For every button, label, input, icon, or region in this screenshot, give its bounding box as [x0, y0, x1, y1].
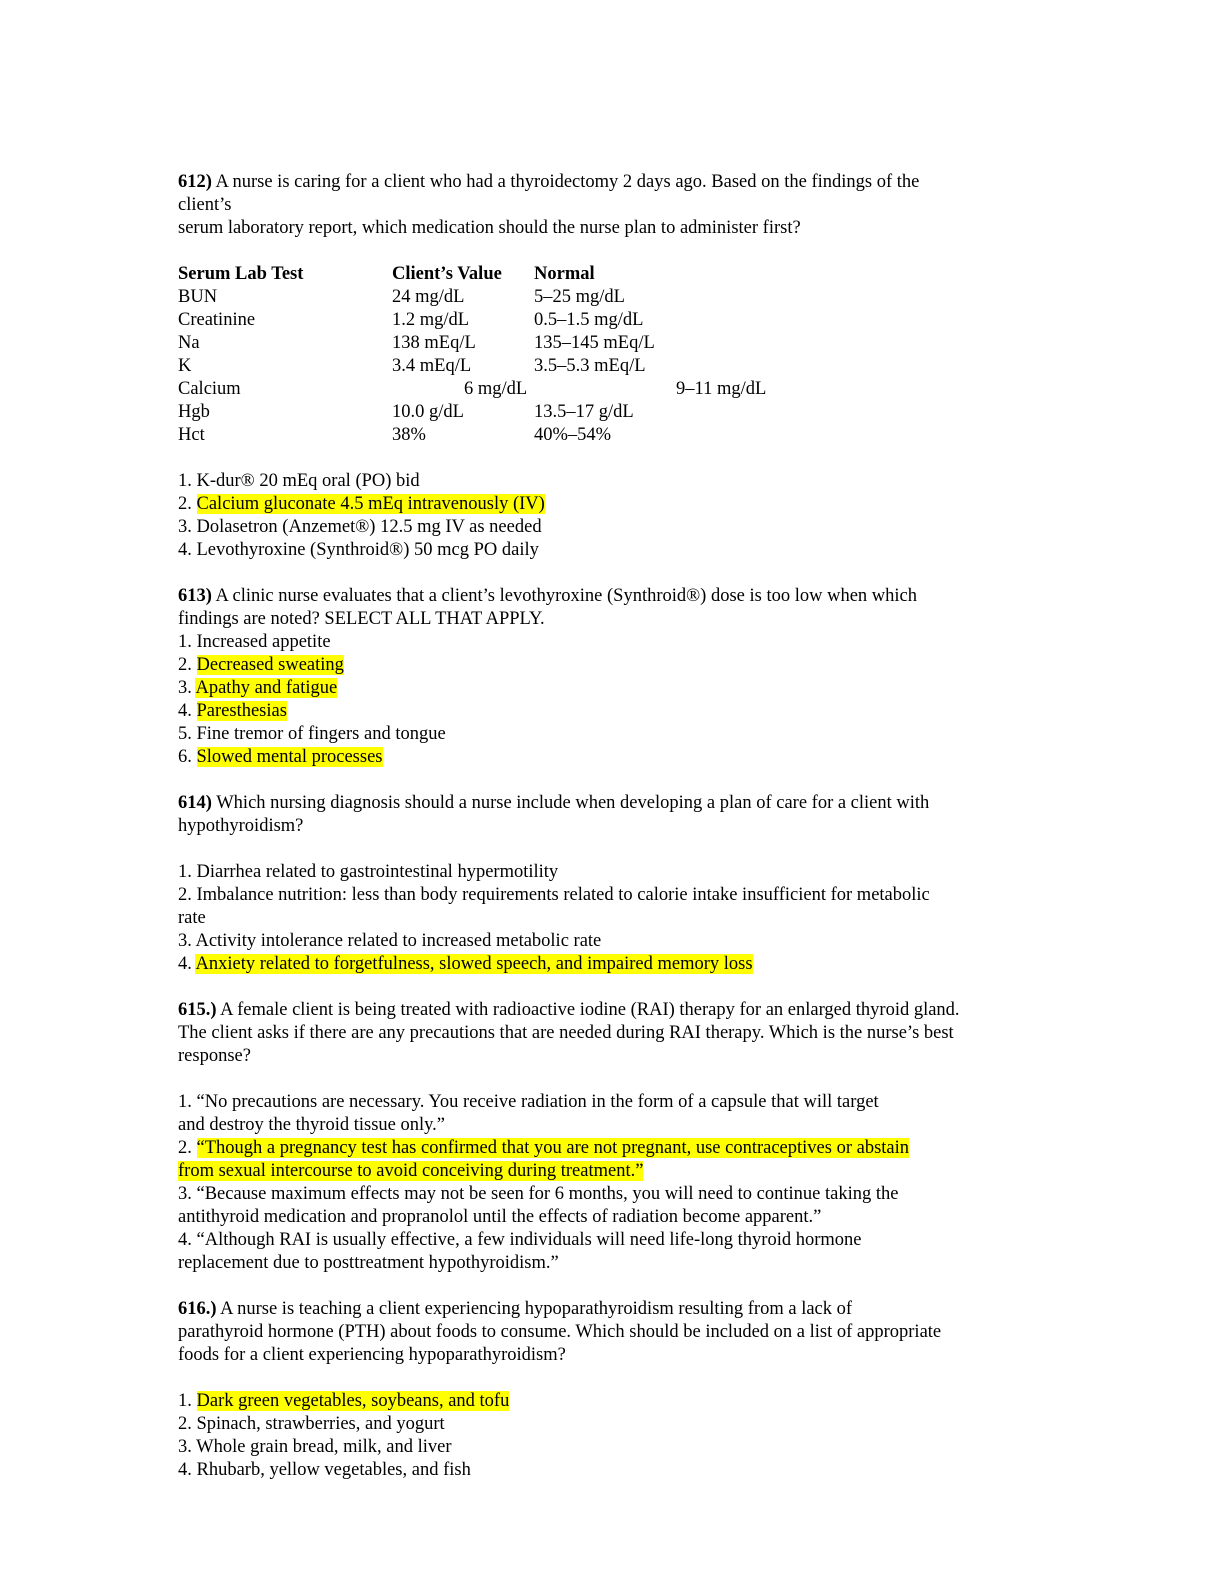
normal-range-cell: 0.5–1.5 mg/dL: [534, 310, 644, 330]
answer-option-highlighted: 4. Paresthesias: [178, 701, 287, 721]
answer-highlight: Decreased sweating: [196, 655, 344, 675]
answer-highlight: Apathy and fatigue: [195, 678, 338, 698]
answer-option-highlighted: 4. Anxiety related to forgetfulness, slowed speech, and impaired memory loss: [178, 954, 753, 974]
answer-option: 3. Dolasetron (Anzemet®) 12.5 mg IV as needed: [178, 517, 542, 537]
answer-highlight: from sexual intercourse to avoid conceiving during treatment.”: [178, 1161, 644, 1181]
question-number: 613): [178, 586, 212, 606]
question-stem: 613) A clinic nurse evaluates that a client’s levothyroxine (Synthroid®) dose is too low when which: [178, 586, 918, 606]
question-stem: response?: [178, 1046, 251, 1066]
answer-option: 1. Diarrhea related to gastrointestinal hypermotility: [178, 862, 559, 882]
table-header-row: [178, 263, 766, 286]
question-number: 614): [178, 793, 212, 813]
question-stem: 612) A nurse is caring for a client who had a thyroidectomy 2 days ago. Based on the findings of the: [178, 172, 920, 192]
question-stem: client’s: [178, 195, 232, 215]
question-stem: 614) Which nursing diagnosis should a nurse include when developing a plan of care for a client with: [178, 793, 930, 813]
answer-option: 2. Spinach, strawberries, and yogurt: [178, 1414, 445, 1434]
lab-test-cell: Na: [178, 333, 200, 353]
answer-option: 4. “Although RAI is usually effective, a few individuals will need life-long thyroid hormone: [178, 1230, 862, 1250]
question-616: [178, 1298, 1038, 1482]
answer-option-highlighted: 3. Apathy and fatigue: [178, 678, 338, 698]
question-stem: findings are noted? SELECT ALL THAT APPLY.: [178, 609, 545, 629]
client-value-cell: 38%: [392, 425, 426, 445]
lab-test-cell: K: [178, 356, 192, 376]
answer-highlight: Dark green vegetables, soybeans, and tofu: [196, 1391, 510, 1411]
normal-range-cell: 3.5–5.3 mEq/L: [534, 356, 646, 376]
answer-option: 1. K-dur® 20 mEq oral (PO) bid: [178, 471, 420, 491]
question-613: [178, 585, 1038, 792]
question-number: 615.): [178, 1000, 217, 1020]
table-row: [178, 355, 766, 378]
answer-option: replacement due to posttreatment hypothyroidism.”: [178, 1253, 559, 1273]
client-value-cell: 1.2 mg/dL: [392, 310, 470, 330]
question-number: 612): [178, 172, 212, 192]
client-value-cell: 24 mg/dL: [392, 287, 465, 307]
answer-option: 3. Whole grain bread, milk, and liver: [178, 1437, 452, 1457]
normal-range-cell: 40%–54%: [534, 425, 612, 445]
table-row: [178, 309, 766, 332]
client-value-cell: 3.4 mEq/L: [392, 356, 472, 376]
client-value-cell: 138 mEq/L: [392, 333, 476, 353]
document-page: [178, 171, 1038, 1482]
answer-option: 4. Rhubarb, yellow vegetables, and fish: [178, 1460, 471, 1480]
answer-option-highlighted: [178, 1160, 1038, 1183]
answer-option: antithyroid medication and propranolol until the effects of radiation become apparent.”: [178, 1207, 822, 1227]
question-stem: 616.) A nurse is teaching a client experiencing hypoparathyroidism resulting from a lack of: [178, 1299, 853, 1319]
answer-option: and destroy the thyroid tissue only.”: [178, 1115, 446, 1135]
answer-option: 1. Increased appetite: [178, 632, 331, 652]
answer-highlight: Calcium gluconate 4.5 mEq intravenously (IV): [196, 494, 545, 514]
lab-test-cell: BUN: [178, 287, 218, 307]
answer-option: 3. Activity intolerance related to increased metabolic rate: [178, 931, 602, 951]
client-value-cell: 10.0 g/dL: [392, 402, 464, 422]
answer-option: rate: [178, 908, 206, 928]
lab-test-cell: Calcium: [178, 379, 241, 399]
answer-option-highlighted: 6. Slowed mental processes: [178, 747, 383, 767]
column-header: Normal: [534, 264, 595, 284]
question-stem: 615.) A female client is being treated with radioactive iodine (RAI) therapy for an enlarged thyroid gland.: [178, 1000, 960, 1020]
answer-option-highlighted: 2. Calcium gluconate 4.5 mEq intravenously (IV): [178, 494, 545, 514]
normal-range-cell: 13.5–17 g/dL: [534, 402, 634, 422]
table-row: [178, 424, 766, 447]
answer-option-highlighted: 1. Dark green vegetables, soybeans, and tofu: [178, 1391, 510, 1411]
question-stem: hypothyroidism?: [178, 816, 304, 836]
lab-results-table: [178, 263, 766, 447]
lab-test-cell: Hgb: [178, 402, 210, 422]
answer-option: 1. “No precautions are necessary. You receive radiation in the form of a capsule that will target: [178, 1092, 879, 1112]
normal-range-cell: 135–145 mEq/L: [534, 333, 655, 353]
answer-option: 3. “Because maximum effects may not be seen for 6 months, you will need to continue taking the: [178, 1184, 899, 1204]
question-612: [178, 171, 1038, 585]
answer-option: 4. Levothyroxine (Synthroid®) 50 mcg PO daily: [178, 540, 539, 560]
column-header: Client’s Value: [392, 264, 502, 284]
table-row: [178, 378, 766, 401]
answer-option: 5. Fine tremor of fingers and tongue: [178, 724, 446, 744]
question-stem: serum laboratory report, which medication should the nurse plan to administer first?: [178, 218, 801, 238]
question-stem: foods for a client experiencing hypoparathyroidism?: [178, 1345, 566, 1365]
table-row: [178, 332, 766, 355]
question-615: [178, 999, 1038, 1298]
question-614: [178, 792, 1038, 999]
client-value-cell: 6 mg/dL: [464, 379, 528, 399]
answer-option-highlighted: 2. Decreased sweating: [178, 655, 344, 675]
column-header: Serum Lab Test: [178, 264, 304, 284]
question-stem: parathyroid hormone (PTH) about foods to consume. Which should be included on a list of appropriate: [178, 1322, 942, 1342]
table-row: [178, 286, 766, 309]
lab-test-cell: Hct: [178, 425, 205, 445]
answer-option: 2. Imbalance nutrition: less than body requirements related to calorie intake insufficient for metabolic: [178, 885, 930, 905]
question-stem: The client asks if there are any precautions that are needed during RAI therapy. Which is the nurse’s best: [178, 1023, 954, 1043]
normal-range-cell: 9–11 mg/dL: [676, 379, 767, 399]
question-number: 616.): [178, 1299, 217, 1319]
lab-test-cell: Creatinine: [178, 310, 256, 330]
answer-option-highlighted: 2. “Though a pregnancy test has confirmed that you are not pregnant, use contraceptives or abstain: [178, 1138, 910, 1158]
normal-range-cell: 5–25 mg/dL: [534, 287, 625, 307]
answer-highlight: Paresthesias: [196, 701, 287, 721]
answer-highlight: Anxiety related to forgetfulness, slowed speech, and impaired memory loss: [195, 954, 753, 974]
table-row: [178, 401, 766, 424]
answer-highlight: Slowed mental processes: [196, 747, 383, 767]
answer-highlight: “Though a pregnancy test has confirmed that you are not pregnant, use contraceptives or abstain: [196, 1138, 910, 1158]
